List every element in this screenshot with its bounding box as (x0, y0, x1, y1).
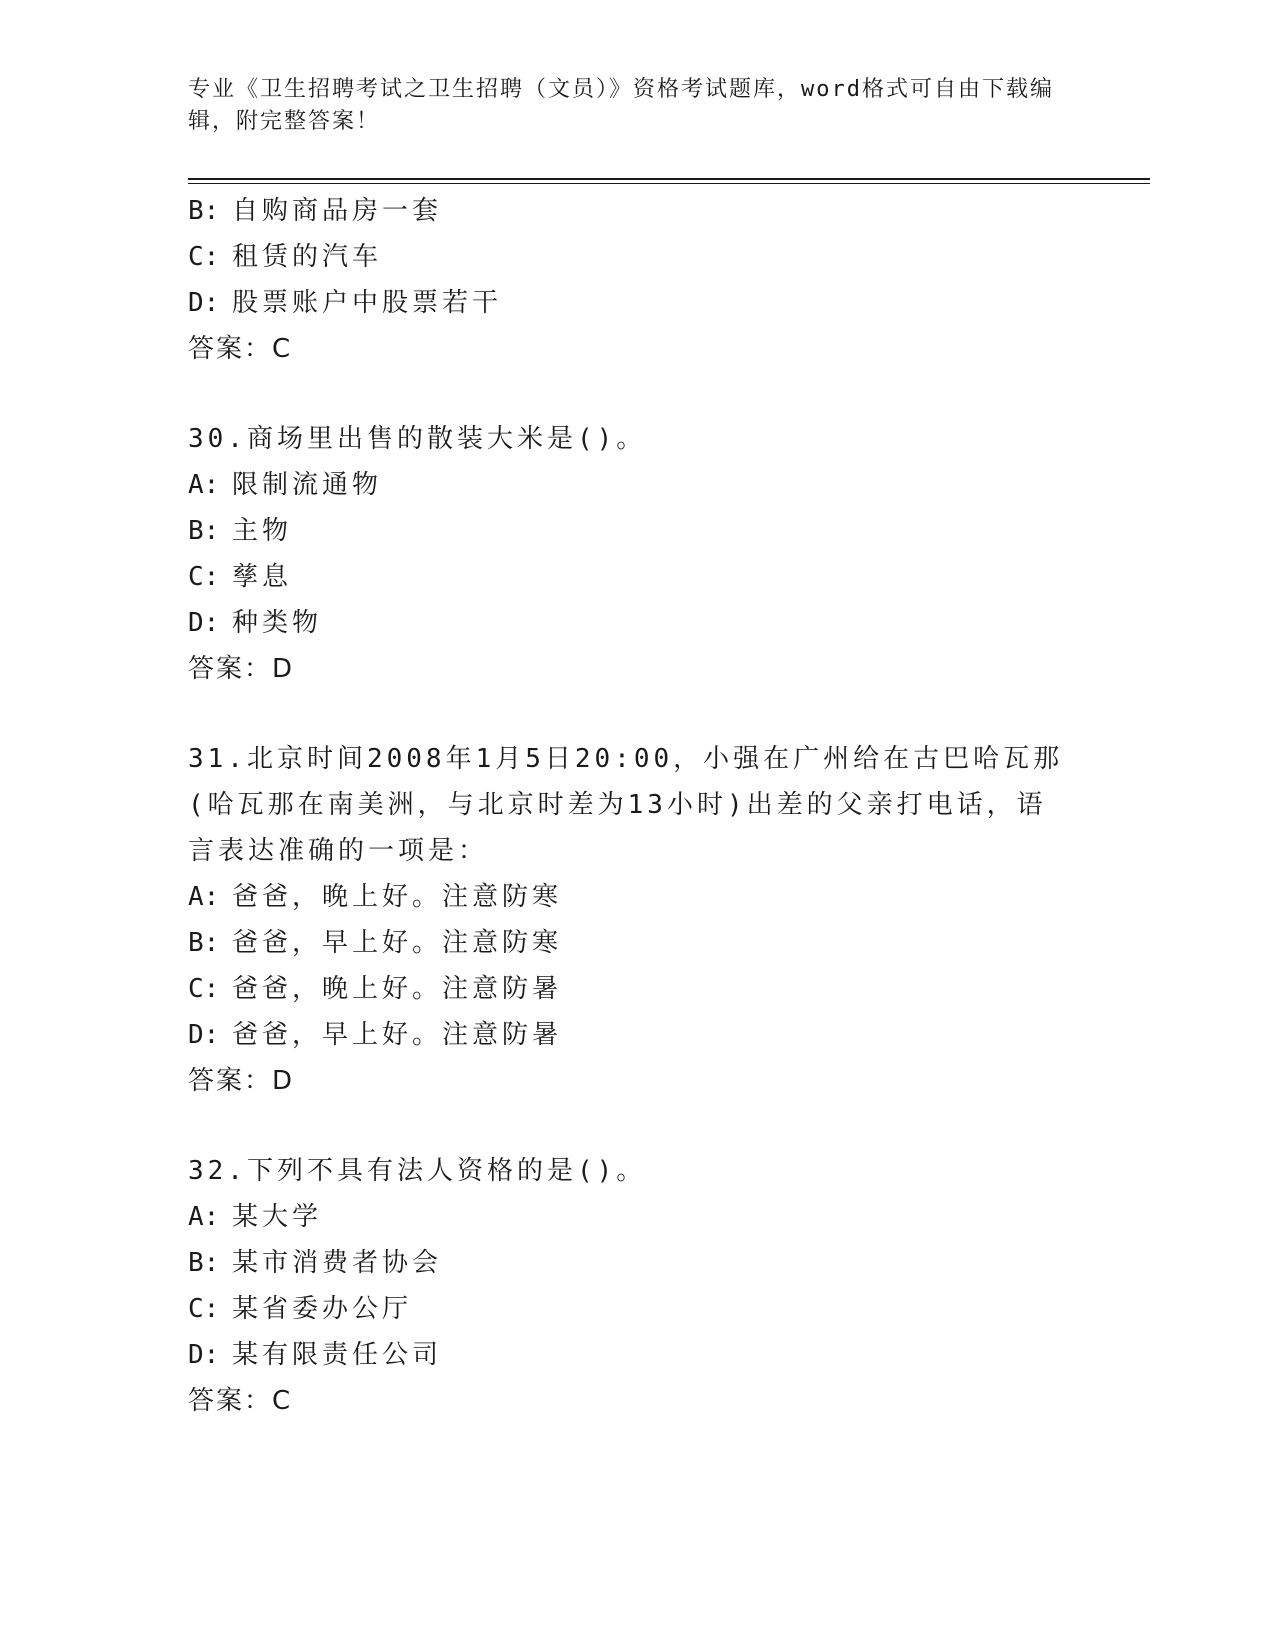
option-key: B: (188, 1248, 220, 1278)
option-text: 爸爸，早上好。注意防暑 (232, 1020, 563, 1050)
option-key: C: (188, 562, 220, 592)
answer-line: 答案：C (188, 1386, 293, 1416)
question-block-prev (188, 188, 1068, 372)
option-key: C: (188, 974, 220, 1004)
header-rule-thick (188, 178, 1150, 180)
option-text: 自购商品房一套 (232, 196, 443, 226)
question-text: 30.商场里出售的散装大米是()。 (188, 424, 647, 454)
option-line (188, 1194, 1068, 1240)
option-line (188, 1012, 1068, 1058)
question-block-32 (188, 1148, 1068, 1424)
option-line (188, 1240, 1068, 1286)
option-key: A: (188, 882, 220, 912)
answer-line: 答案：C (188, 334, 293, 364)
option-key: B: (188, 196, 220, 226)
option-line (188, 234, 1068, 280)
option-key: A: (188, 1202, 220, 1232)
option-key: D: (188, 1020, 220, 1050)
question-list (188, 188, 1068, 1424)
option-line (188, 600, 1068, 646)
option-line (188, 508, 1068, 554)
option-text: 某市消费者协会 (232, 1248, 443, 1278)
answer-line: 答案：D (188, 654, 295, 684)
option-text: 爸爸，晚上好。注意防寒 (232, 882, 563, 912)
option-line (188, 554, 1068, 600)
option-key: C: (188, 242, 220, 272)
option-line (188, 966, 1068, 1012)
option-text: 某大学 (232, 1202, 323, 1232)
option-line (188, 874, 1068, 920)
question-block-31 (188, 736, 1068, 1104)
header-rule-thin (188, 183, 1150, 184)
document-header: 专业《卫生招聘考试之卫生招聘（文员）》资格考试题库，word格式可自由下载编辑，附完整答案！ (188, 77, 1054, 134)
option-key: D: (188, 288, 220, 318)
answer-line: 答案：D (188, 1066, 295, 1096)
option-text: 某省委办公厅 (232, 1294, 413, 1324)
question-block-30 (188, 416, 1068, 692)
option-key: B: (188, 516, 220, 546)
option-line (188, 280, 1068, 326)
option-text: 租赁的汽车 (232, 242, 383, 272)
option-text: 限制流通物 (232, 470, 383, 500)
option-text: 某有限责任公司 (232, 1340, 443, 1370)
option-line (188, 1286, 1068, 1332)
option-line (188, 462, 1068, 508)
option-key: D: (188, 1340, 220, 1370)
option-text: 种类物 (232, 608, 323, 638)
question-text: 31.北京时间2008年1月5日20:00，小强在广州给在古巴哈瓦那(哈瓦那在南美洲，与北京时差为13小时)出差的父亲打电话，语言表达准确的一项是： (188, 744, 1064, 866)
option-key: D: (188, 608, 220, 638)
option-text: 爸爸，晚上好。注意防暑 (232, 974, 563, 1004)
option-line (188, 1332, 1068, 1378)
option-key: A: (188, 470, 220, 500)
option-line (188, 188, 1068, 234)
option-key: B: (188, 928, 220, 958)
option-text: 股票账户中股票若干 (232, 288, 503, 318)
option-key: C: (188, 1294, 220, 1324)
option-line (188, 920, 1068, 966)
option-text: 主物 (232, 516, 293, 546)
question-text: 32.下列不具有法人资格的是()。 (188, 1156, 647, 1186)
option-text: 爸爸，早上好。注意防寒 (232, 928, 563, 958)
option-text: 孳息 (232, 562, 293, 592)
